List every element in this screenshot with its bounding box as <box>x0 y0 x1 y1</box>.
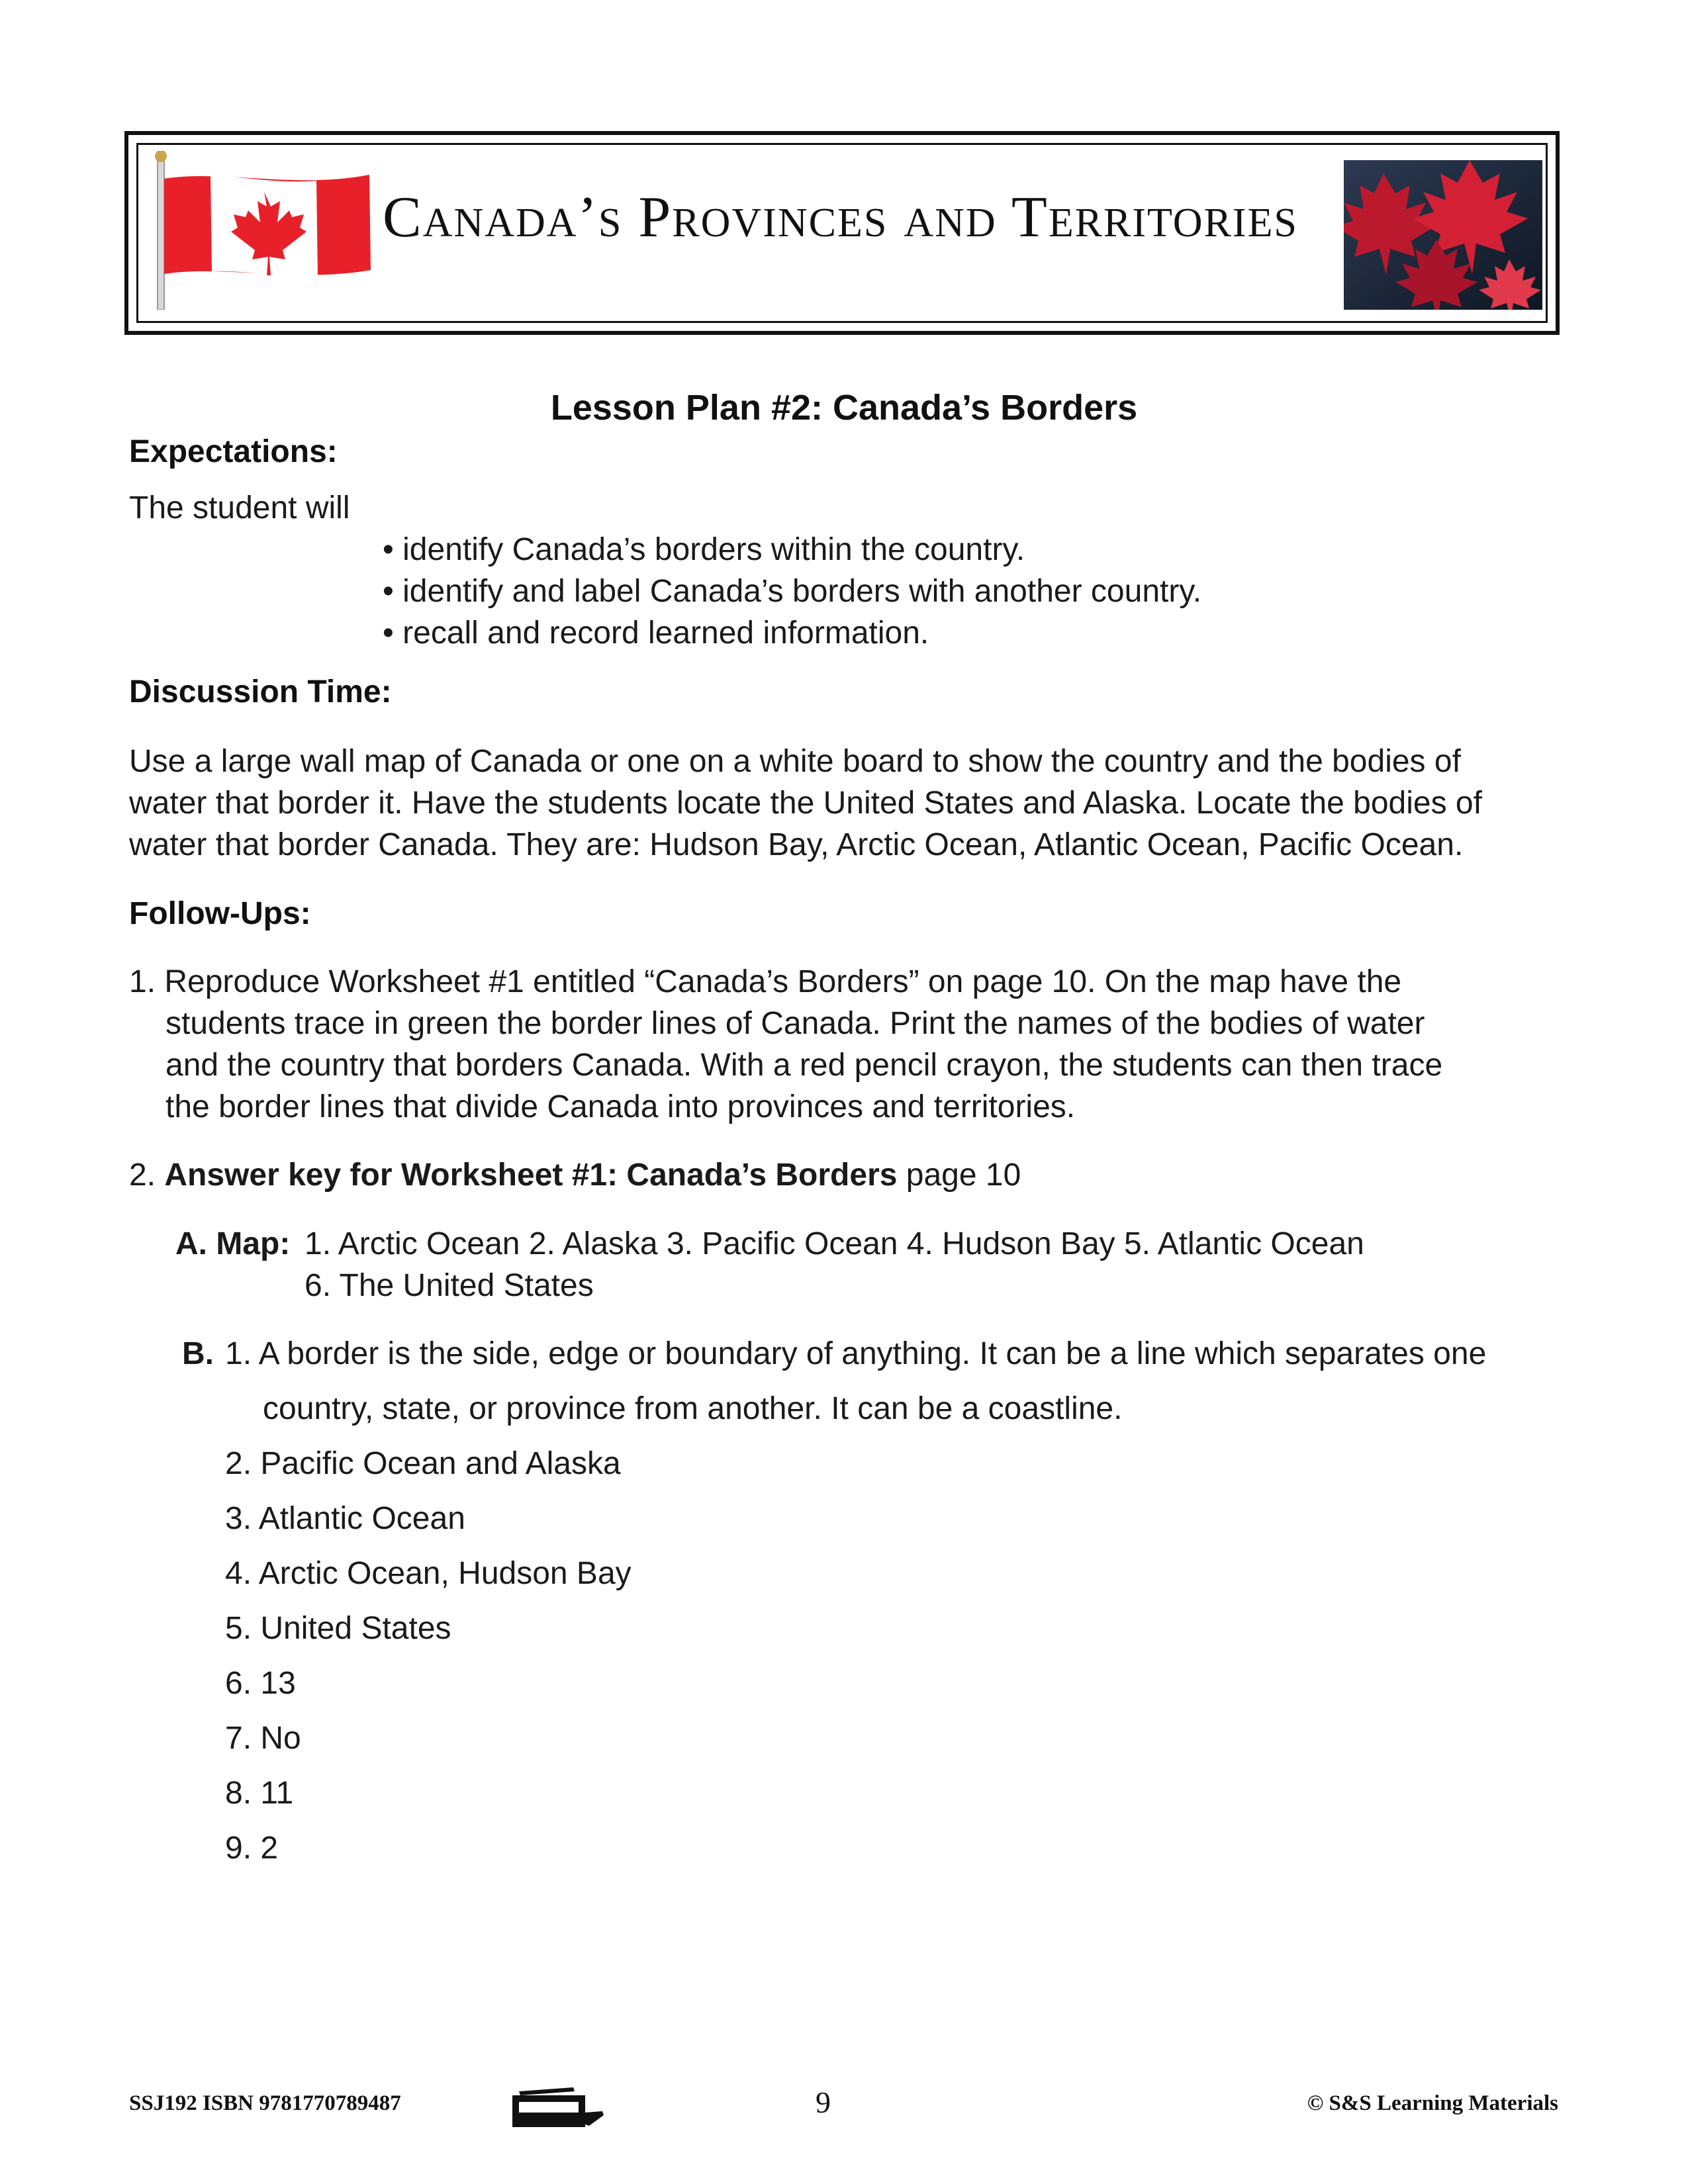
part-b-answer: 7. No <box>225 1721 301 1756</box>
followup-1-line: students trace in green the border lines of Canada. Print the names of the bodies of water <box>165 1006 1425 1041</box>
map-label: A. Map: <box>175 1226 291 1261</box>
followup-2 <box>129 1155 1021 1196</box>
expectation-bullet: • identify and label Canada’s borders with another country. <box>383 574 1202 609</box>
lesson-title: Lesson Plan #2: Canada’s Borders <box>550 388 1138 428</box>
expectations-intro: The student will <box>129 490 350 525</box>
footer-copyright: © S&S Learning Materials <box>1307 2091 1558 2115</box>
footer-isbn: SSJ192 ISBN 9781770789487 <box>129 2091 401 2115</box>
discussion-line: Use a large wall map of Canada or one on a white board to show the country and the bodies of <box>129 744 1461 779</box>
answer-key-page: page 10 <box>897 1158 1021 1193</box>
part-b-answer: 4. Arctic Ocean, Hudson Bay <box>225 1556 632 1591</box>
part-b-answer-1-cont: country, state, or province from another. It can be a coastline. <box>263 1391 1123 1426</box>
part-b-answer: 9. 2 <box>225 1831 279 1866</box>
expectation-bullet: • recall and record learned information. <box>383 615 929 651</box>
page-number: 9 <box>816 2085 831 2119</box>
banner-title: Canada’s Provinces and Territories <box>383 185 1298 250</box>
followup-1-line: and the country that borders Canada. With a red pencil crayon, the students can then trace <box>165 1048 1443 1083</box>
discussion-line: water that border Canada. They are: Hudson Bay, Arctic Ocean, Atlantic Ocean, Pacific Ocean. <box>129 827 1464 862</box>
followup-2-number: 2. <box>129 1158 156 1193</box>
discussion-heading: Discussion Time: <box>129 674 392 709</box>
expectations-heading: Expectations: <box>129 434 338 469</box>
part-b-answer: 2. Pacific Ocean and Alaska <box>225 1446 621 1481</box>
part-b-answer: 3. Atlantic Ocean <box>225 1501 465 1536</box>
map-answers-line: 1. Arctic Ocean 2. Alaska 3. Pacific Ocean 4. Hudson Bay 5. Atlantic Ocean <box>305 1226 1364 1261</box>
photocopier-icon <box>510 2086 609 2132</box>
answer-key-title: Answer key for Worksheet #1: Canada’s Borders <box>164 1158 898 1193</box>
canada-flag-icon <box>151 151 376 310</box>
followup-1-line: 1. Reproduce Worksheet #1 entitled “Canada’s Borders” on page 10. On the map have the <box>129 964 1402 999</box>
part-b-answer: 6. 13 <box>225 1666 296 1701</box>
expectation-bullet: • identify Canada’s borders within the country. <box>383 532 1025 567</box>
map-answers-line: 6. The United States <box>305 1268 594 1303</box>
followups-heading: Follow-Ups: <box>129 896 311 931</box>
discussion-line: water that border it. Have the students locate the United States and Alaska. Locate the bodies of <box>129 786 1482 821</box>
part-b-label: B. <box>182 1336 214 1371</box>
part-b-answer: 5. United States <box>225 1611 451 1646</box>
maple-leaves-photo <box>1344 160 1542 310</box>
followup-1-line: the border lines that divide Canada into provinces and territories. <box>165 1089 1076 1124</box>
part-b-answer-1: 1. A border is the side, edge or boundary of anything. It can be a line which separates one <box>225 1336 1487 1371</box>
part-b-answer: 8. 11 <box>225 1776 294 1811</box>
